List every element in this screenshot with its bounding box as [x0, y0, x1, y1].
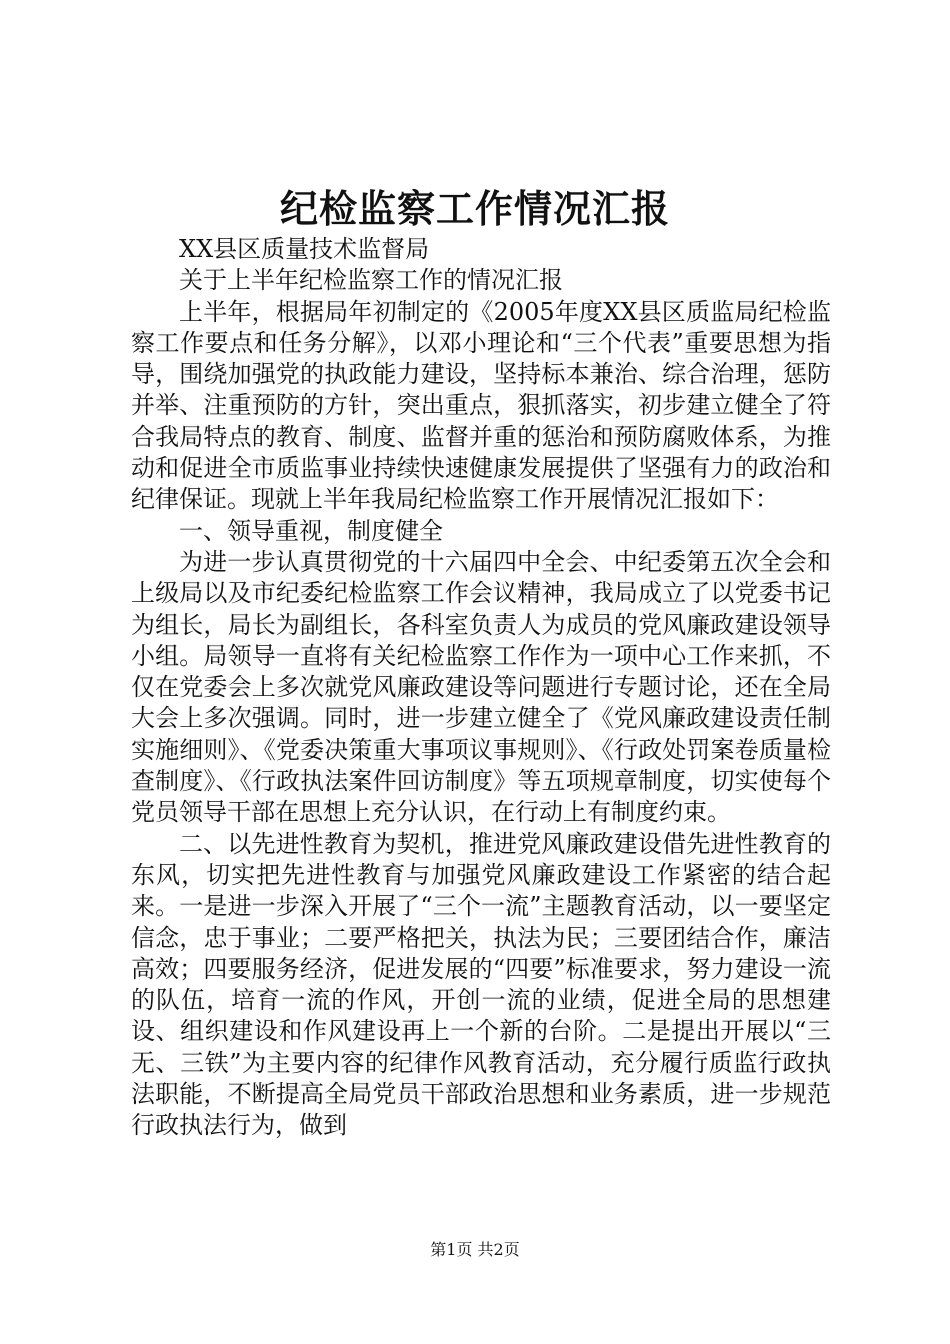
paragraph-subtitle: 关于上半年纪检监察工作的情况汇报	[179, 266, 563, 295]
page-number-footer: 第1页 共2页	[430, 1240, 520, 1259]
paragraph-section-1: 为进一步认真贯彻党的十六届四中全会、中纪委第五次全会和上级局以及市纪委纪检监察工作会议精神，我局成立了以党委书记为组长，局长为副组长，各科室负责人为成员的党风廉政建设领导小组。局领导一直将有关纪检监察工作作为一项中心工作来抓，不仅在党委会上多次就党风廉政建设等问题进行专题讨论，还在全局大会上多次强调。同时，进一步建立健全了《党风廉政建设责任制实施细则》、《党委决策重大事项议事规则》、《行政处罚案卷质量检查制度》、《行政执法案件回访制度》等五项规章制度，切实使每个党员领导干部在思想上充分认识，在行动上有制度约束。	[131, 547, 831, 827]
paragraph-issuer: XX县区质量技术监督局	[179, 235, 430, 263]
paragraph-section-2: 二、以先进性教育为契机，推进党风廉政建设借先进性教育的东风，切实把先进性教育与加强党风廉政建设工作紧密的结合起来。一是进一步深入开展了“三个一流”主题教育活动，以一要坚定信念，忠于事业；二要严格把关，执法为民；三要团结合作，廉洁高效；四要服务经济，促进发展的“四要”标准要求，努力建设一流的队伍，培育一流的作风，开创一流的业绩，促进全局的思想建设、组织建设和作风建设再上一个新的台阶。二是提出开展以“三无、三铁”为主要内容的纪律作风教育活动，充分履行质监行政执法职能，不断提高全局党员干部政治思想和业务素质，进一步规范行政执法行为，做到	[131, 829, 831, 1140]
paragraph-intro: 上半年，根据局年初制定的《2005年度XX县区质监局纪检监察工作要点和任务分解》，以邓小理论和“三个代表”重要思想为指导，围绕加强党的执政能力建设，坚持标本兼治、综合治理，惩防并举、注重预防的方针，突出重点，狠抓落实，初步建立健全了符合我局特点的教育、制度、监督并重的惩治和预防腐败体系，为推动和促进全市质监事业持续快速健康发展提供了坚强有力的政治和纪律保证。现就上半年我局纪检监察工作开展情况汇报如下：	[131, 297, 831, 514]
paragraph-section-heading-1: 一、领导重视，制度健全	[179, 516, 443, 545]
document-title: 纪检监察工作情况汇报	[279, 186, 670, 231]
document-body	[131, 234, 831, 1142]
